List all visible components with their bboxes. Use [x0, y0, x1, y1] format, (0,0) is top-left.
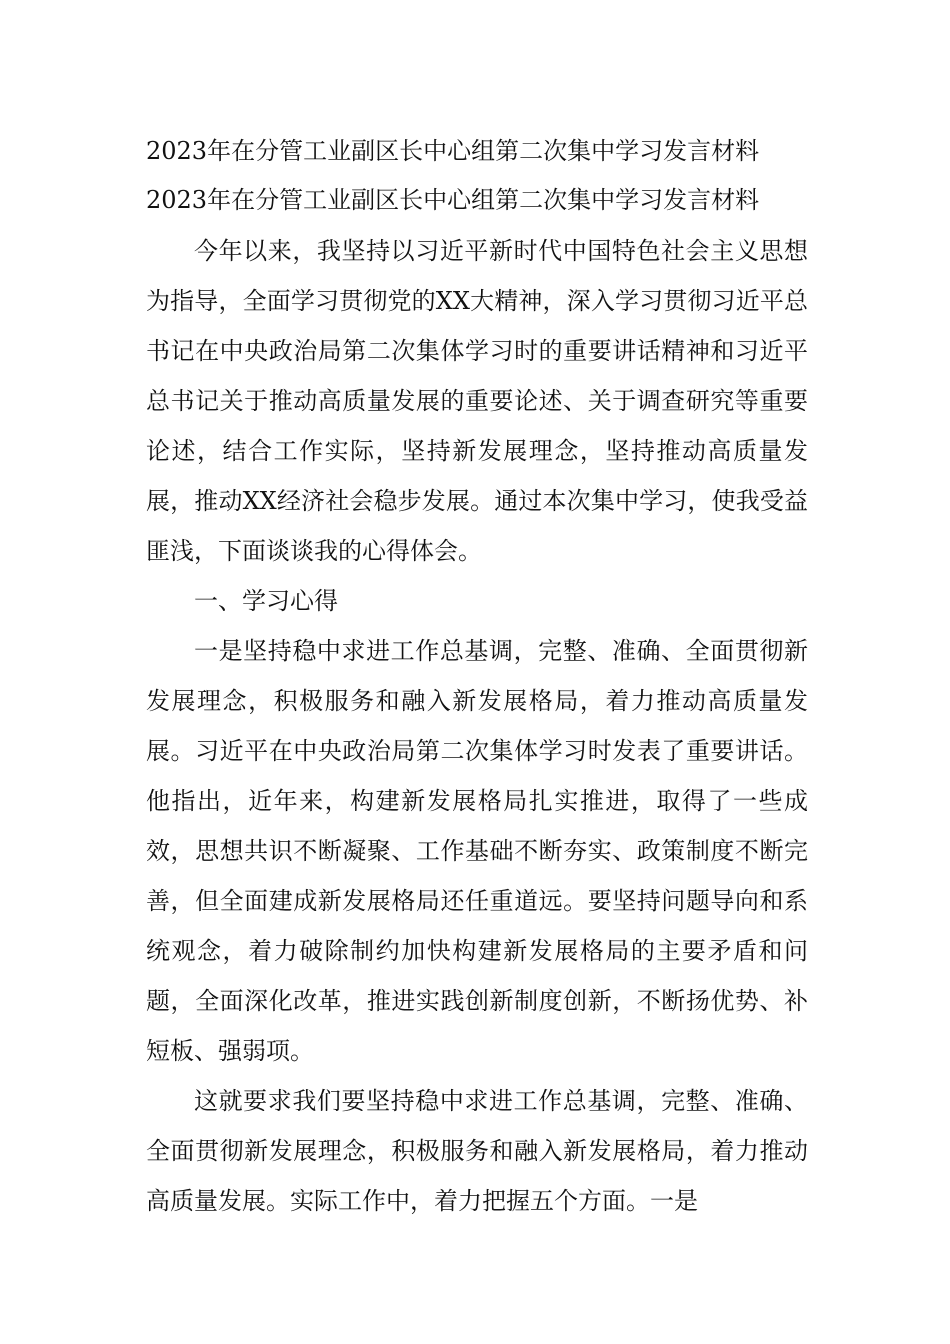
document-title-line-1: 2023年在分管工业副区长中心组第二次集中学习发言材料	[146, 137, 760, 165]
paragraph-point-one: 一是坚持稳中求进工作总基调，完整、准确、全面贯彻新发展理念，积极服务和融入新发展格局，着力推动高质量发展。习近平在中央政治局第二次集体学习时发表了重要讲话。他指出，近年来，构建新发展格局扎实推进，取得了一些成效，思想共识不断凝聚、工作基础不断夯实、政策制度不断完善，但全面建成新发展格局还任重道远。要坚持问题导向和系统观念，着力破除制约加快构建新发展格局的主要矛盾和问题，全面深化改革，推进实践创新制度创新，不断扬优势、补短板、强弱项。	[146, 637, 808, 1065]
paragraph-requirements: 这就要求我们要坚持稳中求进工作总基调，完整、准确、全面贯彻新发展理念，积极服务和融入新发展格局，着力推动高质量发展。实际工作中，着力把握五个方面。一是	[146, 1087, 808, 1215]
section-heading-study-insights: 一、学习心得	[194, 587, 338, 615]
paragraph-intro: 今年以来，我坚持以习近平新时代中国特色社会主义思想为指导，全面学习贯彻党的XX大精神，深入学习贯彻习近平总书记在中央政治局第二次集体学习时的重要讲话精神和习近平总书记关于推动高质量发展的重要论述、关于调查研究等重要论述，结合工作实际，坚持新发展理念，坚持推动高质量发展，推动XX经济社会稳步发展。通过本次集中学习，使我受益匪浅，下面谈谈我的心得体会。	[146, 237, 808, 565]
document-title-line-2: 2023年在分管工业副区长中心组第二次集中学习发言材料	[146, 186, 760, 214]
